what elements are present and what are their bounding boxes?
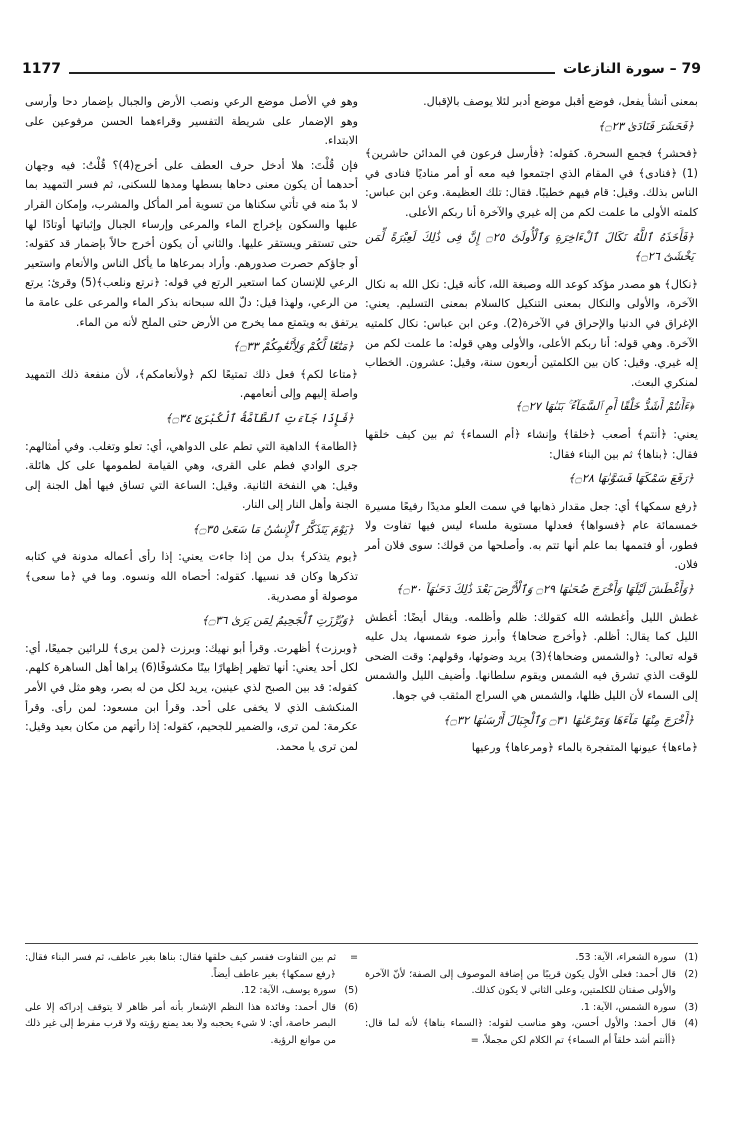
paragraph: وهو في الأصل موضع الرعي ونصب الأرض والجبال بإضمار دحا وأرسى وهو الإضمار على شريطة التفسير وقراءهما الحسن مرفوعين على الابتداء.	[25, 95, 358, 148]
footnote-text: قال أحمد: والأول أحسن، وهو مناسب لقوله: ﴿السماء بناها﴾ لأنه لما قال: ﴿أأنتم أشد خلقاً أم السماء﴾ تم الكلام لكن مجملاً، =	[365, 1018, 676, 1046]
footnote-number: (1)	[684, 952, 698, 963]
quran-verse: ﴿وَبُرِّزَتِ ٱلْجَحِيمُ لِمَن يَرَىٰ ۝٣٦﴾	[201, 613, 354, 628]
page-header	[22, 58, 701, 80]
header-rule	[69, 72, 555, 74]
quran-verse: ﴿ءَأَنتُمْ أَشَدُّ خَلْقًا أَمِ ٱلسَّمَآءُ ۚ بَنَىٰهَا ۝٢٧﴾	[515, 399, 694, 414]
footnote	[365, 1000, 698, 1017]
paragraph: ﴿نكال﴾ هو مصدر مؤكد كوعد الله وصبغة الله، كأنه قيل: نكل الله به نكال الآخرة، والأولى والنكال بمعنى التنكيل كالسلام بمعنى التسليم. يعني: الإغراق في الدنيا والإحراق في الآخرة(2). وعن ابن عباس: نكال كلمتيه الآخرة. وهي قوله: أنا ربكم الأعلى، والأولى وهي قوله: ما علمت لكم من إله غيري. وقيل: كان بين الكلمتين أربعون سنة، وقيل: عشرون. الخطاب لمنكري البعث.	[365, 277, 698, 389]
footnotes-right	[365, 950, 698, 1049]
footnote-number: (5)	[344, 985, 358, 996]
footnote	[365, 967, 698, 1000]
footnote	[25, 983, 358, 1000]
paragraph: بمعنى أنشأ يفعل، فوضع أقبل موضع أدبر لئلا يوصف بالإقبال.	[423, 95, 698, 108]
footnote-number: (6)	[344, 1001, 358, 1013]
footnote	[365, 950, 698, 967]
paragraph: ﴿الطامة﴾ الداهية التي تطم على الدواهي، أي: تعلو وتغلب. وفي أمثالهم: جرى الوادي فطم على القرى، وهي القيامة لطمومها على كل هائلة. وقيل: هي النفخة الثانية. وقيل: الساعة التي تساق فيها أهل الجنة إلى الجنة وأهل النار إلى النار.	[25, 439, 358, 512]
paragraph: ﴿متاعا لكم﴾ فعل ذلك تمتيعًا لكم ﴿ولأنعامكم﴾، لأن منفعة ذلك التمهيد واصلة إليهم وإلى أنعامهم.	[25, 367, 358, 401]
footnotes-left	[25, 950, 358, 1049]
surah-title: 79 – سورة النازعات	[563, 61, 701, 77]
footnote	[365, 1016, 698, 1049]
footnote-number: (3)	[684, 1001, 698, 1013]
paragraph: ﴿وبرزت﴾ أظهرت. وقرأ أبو نهيك: وبرزت ﴿لمن يرى﴾ للرائين جميعًا، أي: لكل أحد يعني: أنها تظهر إظهارًا بينًا مكشوفًا(6) يراها أهل الساهرة كلهم. كقوله: قد بين الصبح لذي عينين، يريد لكل من له بصر، وهو مثل في الأمر المنكشف الذي لا يخفى على أحد. وقرأ ابن مسعود: لمن رأى. وقرأ عكرمة: لمن ترى، والضمير للجحيم، كقوله: إذا رأتهم من مكان بعيد وقيل: لمن ترى يا محمد.	[25, 641, 358, 753]
footnote-text: قال أحمد: وفائدة هذا النظم الإشعار بأنه أمر ظاهر لا يتوقف إدراكه إلا على البصر خاصة، أي: لا شيء يحجبه ولا بعد يمنع رؤيته ولا قرب مفرط إلى غير ذلك من موانع الرؤية.	[25, 1001, 336, 1046]
footnote-text: سورة الشمس، الآية: 1.	[580, 1001, 676, 1013]
quran-verse: ﴿فَحَشَرَ فَنَادَىٰ ۝٢٣﴾	[597, 118, 694, 133]
footnote-text: سورة الشعراء، الآية: 53.	[575, 952, 676, 963]
footnote	[25, 950, 358, 983]
footnote-divider	[25, 943, 698, 944]
footnote-text: قال أحمد: فعلى الأول يكون قريبًا من إضافة الموصوف إلى الصفة؛ لأنّ الآخرة والأولى صفتان للكلمتين، وعلى الثاني لا يكون كذلك.	[365, 968, 676, 996]
paragraph: يعني: ﴿أنتم﴾ أصعب ﴿خلقا﴾ وإنشاء ﴿أم السماء﴾ ثم بين كيف خلقها فقال: ﴿بناها﴾ ثم بين البناء فقال:	[365, 427, 698, 461]
quran-verse: ﴿مَتَٰعًا لَّكُمْ وَلِأَنْعَٰمِكُمْ ۝٣٣﴾	[232, 339, 354, 354]
right-column	[365, 92, 698, 763]
paragraph: ﴿ماءها﴾ عيونها المتفجرة بالماء ﴿ومرعاها﴾ ورعيها	[471, 741, 698, 755]
paragraph: ﴿يوم يتذكر﴾ بدل من إذا جاءت يعني: إذا رأى أعماله مدونة في كتابه تذكرها وكان قد نسيها. كقوله: أحصاه الله ونسوه. وما في ﴿ما سعى﴾ موصولة أو مصدرية.	[25, 550, 358, 603]
left-column	[25, 92, 358, 761]
footnote	[25, 1000, 358, 1050]
footnote-text: ثم بين التفاوت ففسر كيف خلقها فقال: بناها بغير عاطف، ثم فسر البناء فقال: ﴿رفع سمكها﴾ بغير عاطف أيضاً.	[25, 952, 336, 980]
quran-verse: ﴿فَأَخَذَهُ ٱللَّهُ نَكَالَ ٱلْءَاخِرَةِ وَٱلْأُولَىٰٓ ۝٢٥ إِنَّ فِى ذَٰلِكَ لَعِبْرَةً لِّمَن يَخْشَىٰٓ ۝٢٦﴾	[365, 229, 694, 264]
footnote-number: (4)	[684, 1018, 698, 1029]
paragraph: ﴿فحشر﴾ فجمع السحرة. كقوله: ﴿فأرسل فرعون في المدائن حاشرين﴾(1) ﴿فنادى﴾ في المقام الذي اجتمعوا فيه معه أو أمر مناديًا فنادى في الناس بذلك. وقيل: قام فيهم خطيبًا. فقال: تلك العظيمة. وعن ابن عباس: كلمته الأولى ما علمت لكم من إله غيري والآخرة أنا ربكم الأعلى.	[365, 147, 698, 219]
footnote-number: (2)	[684, 968, 698, 980]
paragraph: فإن قُلْتَ: هلا أدخل حرف العطف على أخرج(4)؟ قُلْتُ: فيه وجهان أحدهما أن يكون معنى دحاها بسطها ومدها للسكنى، ثم فسر التمهيد بما لا بدّ منه في تأتي سكناها من تسوية أمر المأكل والمشرب، وإمكان القرار عليها والسكون بإخراج الماء والمرعى وإرساء الجبال وإثباتها أوتادًا لها حتى تستقر ويستقر عليها. والثاني أن يكون أخرج حالاً بإضمار قد كقوله: أو جاؤكم حصرت صدورهم. وأراد بمرعاها ما يأكل الناس والأنعام واستعير الرعي للإنسان كما استعير الرتع في قوله: ﴿نرتع ونلعب﴾(5) وقرئ: يرتع من الرعي، ولهذا قيل: دلّ الله سبحانه بذكر الماء والمرعى على عامة ما يرتفق به ويتمتع مما يخرج من الأرض حتى الملح لأنه من الماء.	[25, 158, 358, 329]
quran-verse: ﴿وَأَغْطَشَ لَيْلَهَا وَأَخْرَجَ ضُحَىٰهَا ۝٢٩ وَٱلْأَرْضَ بَعْدَ ذَٰلِكَ دَحَىٰهَآ ۝٣٠﴾	[395, 582, 694, 597]
page-number: 1177	[22, 61, 61, 77]
quran-verse: ﴿يَوْمَ يَتَذَكَّرُ ٱلْإِنسَٰنُ مَا سَعَىٰ ۝٣٥﴾	[192, 521, 354, 536]
paragraph: غطش الليل وأغطشه الله كقولك: ظلم وأظلمه. ويقال أيضًا: أغطش الليل كما يقال: أظلم. ﴿وأخرج ضحاها﴾ وأبرز ضوء شمسها، يدل عليه قوله تعالى: ﴿والشمس وضحاها﴾(3) يريد وضوئها، وقولهم: وقت الضحى للوقت الذي تشرق فيه الشمس ويقوم سلطانها. وأضيف الليل والشمس إلى السماء لأن الليل ظلها، والشمس هي السراج المثقب في جوها.	[365, 610, 698, 703]
footnote-number: =	[349, 952, 358, 963]
paragraph: ﴿رفع سمكها﴾ أي: جعل مقدار ذهابها في سمت العلو مديدًا رفيعًا مسيرة خمسمائة عام ﴿فسواها﴾ فعدلها مستوية ملساء ليس فيها تفاوت ولا فطور، أو فتممها بما علم أنها تتم به. وأصلحها من قولك: سوى فلان أمر فلان.	[365, 499, 698, 572]
quran-verse: ﴿فَإِذَا جَآءَتِ ٱلطَّآمَّةُ ٱلْكُبْرَىٰ ۝٣٤﴾	[165, 410, 354, 425]
footnote-text: سورة يوسف، الآية: 12.	[241, 985, 336, 996]
quran-verse: ﴿أَخْرَجَ مِنْهَا مَآءَهَا وَمَرْعَىٰهَا ۝٣١ وَٱلْجِبَالَ أَرْسَىٰهَا ۝٣٢﴾	[443, 712, 694, 727]
quran-verse: ﴿رَفَعَ سَمْكَهَا فَسَوَّىٰهَا ۝٢٨﴾	[568, 471, 694, 486]
